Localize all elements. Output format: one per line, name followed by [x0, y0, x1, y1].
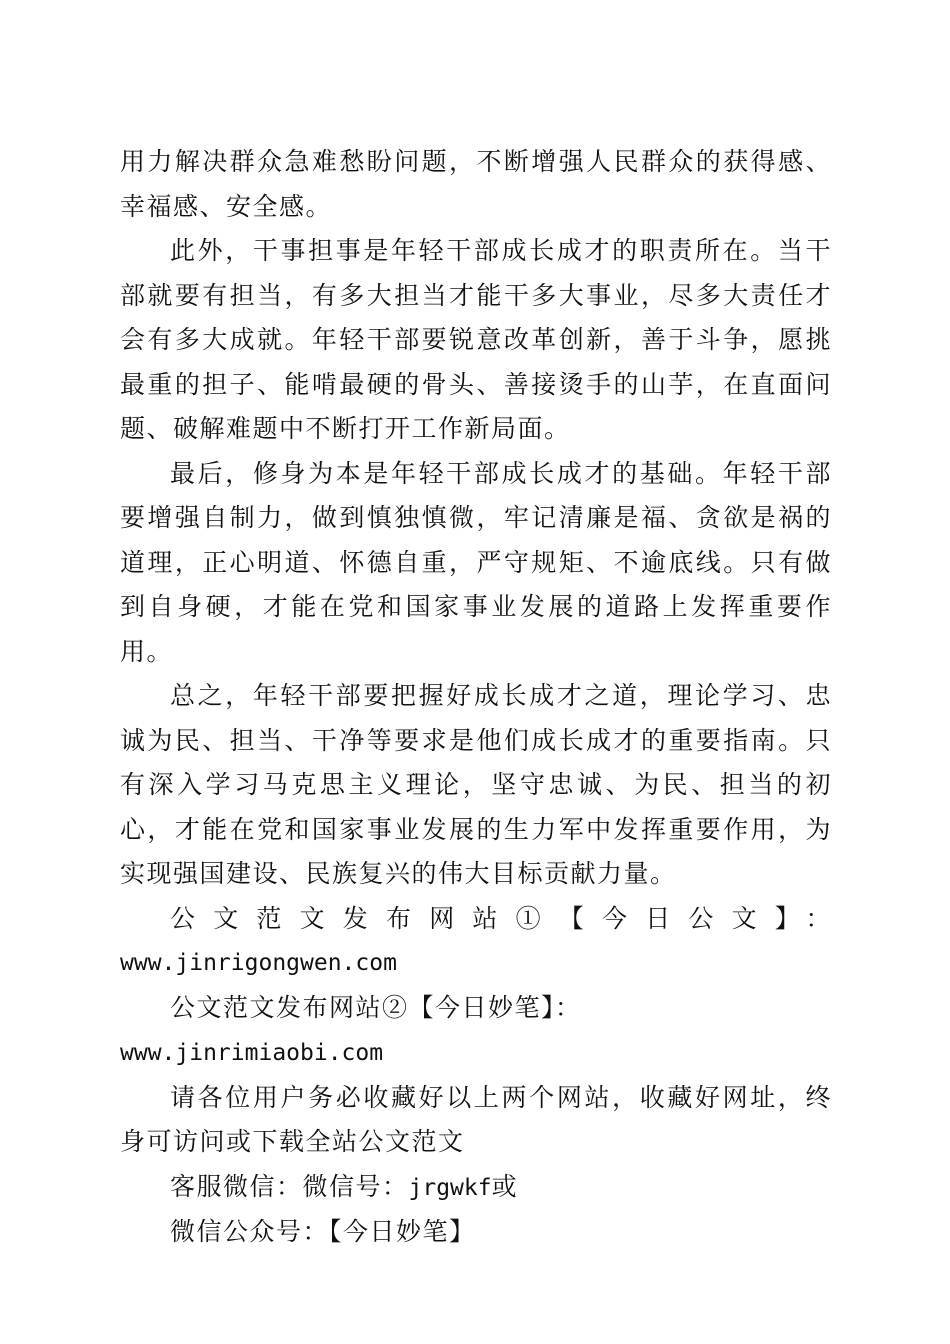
- site2-url[interactable]: www.jinrimiaobi.com: [120, 1040, 384, 1066]
- document-page: [120, 140, 832, 1255]
- wechat-line: [120, 1165, 832, 1211]
- paragraph-conclusion: 总之，年轻干部要把握好成长成才之道，理论学习、忠诚为民、担当、干净等要求是他们成长成才的重要指南。只有深入学习马克思主义理论，坚守忠诚、为民、担当的初心，才能在党和国家事业发展的生力军中发挥重要作用，为实现强国建设、民族复兴的伟大目标贡献力量。: [120, 681, 832, 888]
- official-account: 微信公众号：【今日妙笔】: [170, 1217, 476, 1246]
- paragraph-self-cultivation: 最后，修身为本是年轻干部成长成才的基础。年轻干部要增强自制力，做到慎独慎微，牢记清廉是福、贪欲是祸的道理，正心明道、怀德自重，严守规矩、不逾底线。只有做到自身硬，才能在党和国家事业发展的道路上发挥重要作用。: [120, 458, 832, 666]
- paragraph-responsibility: 此外，干事担事是年轻干部成长成才的职责所在。当干部就要有担当，有多大担当才能干多大事业，尽多大责任才会有多大成就。年轻干部要锐意改革创新，善于斗争，愿挑最重的担子、能啃最硬的骨头、善接烫手的山芋，在直面问题、破解难题中不断打开工作新局面。: [120, 236, 832, 443]
- site1-label: 公文范文发布网站①【今日公文】：: [170, 903, 832, 933]
- site1-url[interactable]: www.jinrigongwen.com: [120, 950, 397, 976]
- site2-line: [120, 986, 832, 1076]
- site2-label: 公文范文发布网站②【今日妙笔】：: [170, 992, 582, 1022]
- wechat-label: 客服微信：微信号：: [170, 1171, 409, 1201]
- paragraph-continuation: 用力解决群众急难愁盼问题，不断增强人民群众的获得感、幸福感、安全感。: [120, 147, 832, 221]
- bookmark-notice: 请各位用户务必收藏好以上两个网站，收藏好网址，终身可访问或下载全站公文范文: [120, 1082, 832, 1156]
- wechat-id: jrgwkf: [408, 1174, 492, 1201]
- wechat-suffix: 或: [491, 1171, 519, 1201]
